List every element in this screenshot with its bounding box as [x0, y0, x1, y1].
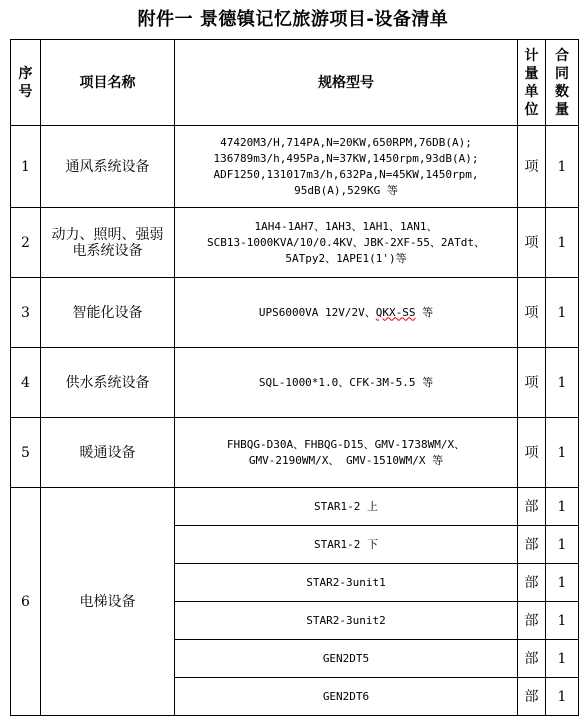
spec-line: SQL-1000*1.0、CFK-3M-5.5 等: [258, 375, 434, 389]
row-spec: STAR1-2 下: [175, 526, 518, 564]
row-name: 电梯设备: [41, 488, 175, 716]
row-qty: 1: [546, 418, 579, 488]
header-spec: 规格型号: [175, 40, 518, 126]
row-unit: 部: [518, 640, 546, 678]
table-row: [11, 278, 579, 348]
table-row: [11, 418, 579, 488]
row-qty: 1: [546, 602, 579, 640]
spec-line: ADF1250,131017m3/h,632Pa,N=45KW,1450rpm,: [213, 167, 479, 181]
equipment-table: [10, 39, 579, 716]
row-qty: 1: [546, 126, 579, 208]
spec-line: SCB13-1000KVA/10/0.4KV、JBK-2XF-55、2ATdt、: [206, 235, 486, 249]
document-title: 附件一 景德镇记忆旅游项目-设备清单: [137, 9, 449, 30]
row-qty: 1: [546, 678, 579, 716]
row-unit: 项: [518, 418, 546, 488]
row-name: 通风系统设备: [41, 126, 175, 208]
row-qty: 1: [546, 278, 579, 348]
table-row: [11, 348, 579, 418]
row-seq: 2: [11, 208, 41, 278]
row-name: 智能化设备: [41, 278, 175, 348]
header-name: 项目名称: [41, 40, 175, 126]
row-qty: 1: [546, 348, 579, 418]
header-unit: 计量单位: [518, 40, 546, 126]
row-seq: 3: [11, 278, 41, 348]
spec-line: FHBQG-D30A、FHBQG-D15、GMV-1738WM/X、: [226, 437, 466, 451]
row-unit: 部: [518, 564, 546, 602]
spec-text-suffix: 等: [415, 305, 434, 319]
spec-line: 95dB(A),529KG 等: [294, 183, 398, 197]
row-seq: 6: [11, 488, 41, 716]
row-name: 动力、照明、强弱电系统设备: [41, 208, 175, 278]
row-unit: 项: [518, 348, 546, 418]
row-unit: 部: [518, 678, 546, 716]
row-spec: STAR2-3unit1: [175, 564, 518, 602]
row-seq: 5: [11, 418, 41, 488]
row-unit: 项: [518, 208, 546, 278]
row-spec: [175, 278, 518, 348]
row-seq: 4: [11, 348, 41, 418]
row-name: 暖通设备: [41, 418, 175, 488]
row-spec: STAR2-3unit2: [175, 602, 518, 640]
row-unit: 项: [518, 278, 546, 348]
row-qty: 1: [546, 564, 579, 602]
row-spec: GEN2DT5: [175, 640, 518, 678]
row-unit: 部: [518, 526, 546, 564]
spec-line: 1AH4-1AH7、1AH3、1AH1、1AN1、: [254, 219, 438, 233]
header-seq: 序号: [11, 40, 41, 126]
table-row: [11, 208, 579, 278]
row-qty: 1: [546, 208, 579, 278]
row-unit: 部: [518, 488, 546, 526]
spec-line: GMV-2190WM/X、 GMV-1510WM/X 等: [248, 453, 444, 467]
row-spec: [175, 418, 518, 488]
row-qty: 1: [546, 526, 579, 564]
row-spec: STAR1-2 上: [175, 488, 518, 526]
spec-line: 5ATpy2、1APE1(1')等: [285, 251, 407, 265]
row-name: 供水系统设备: [41, 348, 175, 418]
row-unit: 部: [518, 602, 546, 640]
header-qty: 合同数量: [546, 40, 579, 126]
row-spec: [175, 208, 518, 278]
spec-line: 47420M3/H,714PA,N=20KW,650RPM,76DB(A);: [220, 135, 472, 149]
spellcheck-underlined-text: QKX-SS: [375, 305, 416, 319]
table-row: [11, 126, 579, 208]
row-spec: GEN2DT6: [175, 678, 518, 716]
row-unit: 项: [518, 126, 546, 208]
table-row: [11, 488, 579, 526]
row-qty: 1: [546, 488, 579, 526]
spec-line: 136789m3/h,495Pa,N=37KW,1450rpm,93dB(A);: [213, 151, 479, 165]
row-spec: [175, 348, 518, 418]
header-row: [11, 40, 579, 126]
spec-text: UPS6000VA 12V/2V、: [258, 305, 376, 319]
row-qty: 1: [546, 640, 579, 678]
row-seq: 1: [11, 126, 41, 208]
row-spec: [175, 126, 518, 208]
